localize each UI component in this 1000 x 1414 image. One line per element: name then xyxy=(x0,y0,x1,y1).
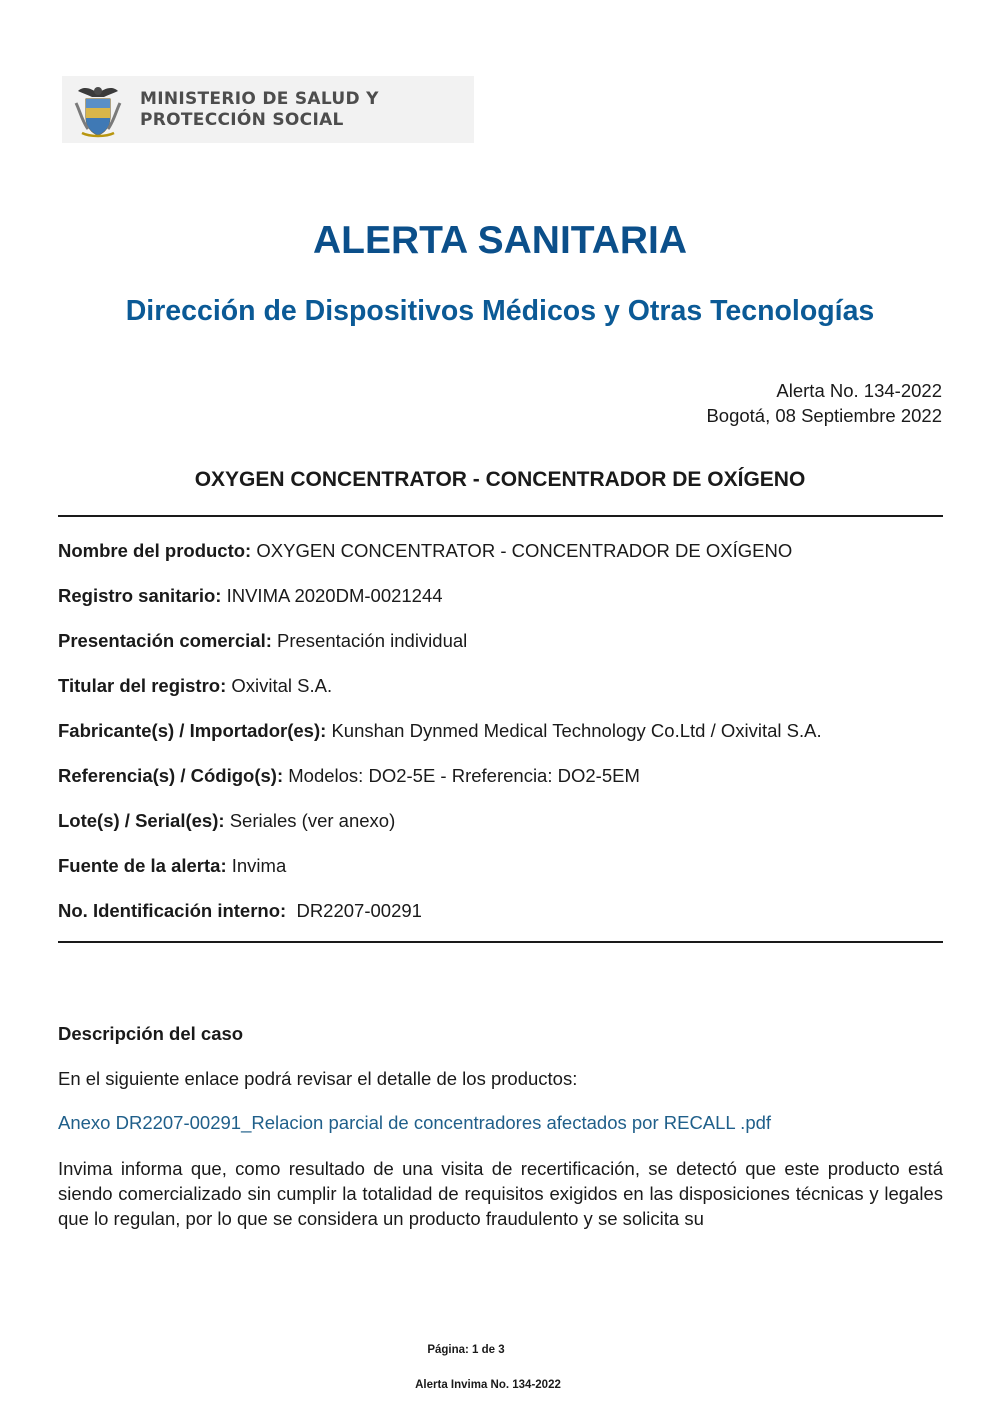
divider-top xyxy=(58,515,943,517)
field-lot-serial xyxy=(58,809,943,854)
field-label: Nombre del producto: xyxy=(58,540,252,561)
footer-alert-number: Alerta Invima No. 134-2022 xyxy=(415,1379,561,1391)
annex-pdf-link[interactable]: Anexo DR2207-00291_Relacion parcial de concentradores afectados por RECALL .pdf xyxy=(58,1112,772,1133)
field-internal-id xyxy=(58,899,943,944)
field-value: DR2207-00291 xyxy=(291,900,422,921)
product-heading: OXYGEN CONCENTRATOR - CONCENTRADOR DE OXÍGENO xyxy=(194,468,806,491)
ministry-logo xyxy=(62,76,474,143)
field-value: Invima xyxy=(231,855,287,876)
ministry-name xyxy=(140,89,379,131)
field-reference-code xyxy=(58,764,943,809)
divider-bottom xyxy=(58,941,943,943)
product-fields xyxy=(58,539,943,944)
ministry-name-line1: MINISTERIO DE SALUD Y xyxy=(140,88,379,109)
field-value: OXYGEN CONCENTRATOR - CONCENTRADOR DE OXÍGENO xyxy=(256,540,793,561)
field-manufacturer-importer xyxy=(58,719,943,764)
field-value: Oxivital S.A. xyxy=(231,675,333,696)
field-label: Registro sanitario: xyxy=(58,585,222,606)
alert-meta xyxy=(706,378,942,428)
field-label: Titular del registro: xyxy=(58,675,227,696)
alert-number: Alerta No. 134-2022 xyxy=(776,380,942,401)
field-label: Fuente de la alerta: xyxy=(58,855,227,876)
field-label: No. Identificación interno: xyxy=(58,900,287,921)
description-heading: Descripción del caso xyxy=(58,1023,244,1044)
description-body: Invima informa que, como resultado de una visita de recertificación, se detectó que este producto está siendo comercializado sin cumplir la totalidad de requisitos exigidos en las disposiciones técnicas y legales que lo regulan, por lo que se considera un producto fraudulento y se solicita su xyxy=(58,1158,943,1229)
field-label: Lote(s) / Serial(es): xyxy=(58,810,225,831)
document-title: ALERTA SANITARIA xyxy=(312,219,688,262)
document-subtitle: Dirección de Dispositivos Médicos y Otras Tecnologías xyxy=(125,295,875,327)
ministry-name-line2: PROTECCIÓN SOCIAL xyxy=(140,109,344,130)
field-label: Fabricante(s) / Importador(es): xyxy=(58,720,327,741)
field-label: Referencia(s) / Código(s): xyxy=(58,765,284,786)
colombia-coat-of-arms-icon xyxy=(70,81,126,139)
field-value: Modelos: DO2-5E - Rreferencia: DO2-5EM xyxy=(288,765,640,786)
field-registration-holder xyxy=(58,674,943,719)
field-value: Presentación individual xyxy=(277,630,468,651)
field-sanitary-registration xyxy=(58,584,943,629)
footer-page-number: Página: 1 de 3 xyxy=(427,1344,505,1356)
field-value: Kunshan Dynmed Medical Technology Co.Ltd / Oxivital S.A. xyxy=(331,720,822,741)
alert-place-date: Bogotá, 08 Septiembre 2022 xyxy=(706,405,942,426)
field-commercial-presentation xyxy=(58,629,943,674)
description-intro: En el siguiente enlace podrá revisar el detalle de los productos: xyxy=(58,1068,578,1089)
field-alert-source xyxy=(58,854,943,899)
field-label: Presentación comercial: xyxy=(58,630,272,651)
field-value: INVIMA 2020DM-0021244 xyxy=(226,585,443,606)
field-product-name xyxy=(58,539,943,584)
field-value: Seriales (ver anexo) xyxy=(229,810,396,831)
